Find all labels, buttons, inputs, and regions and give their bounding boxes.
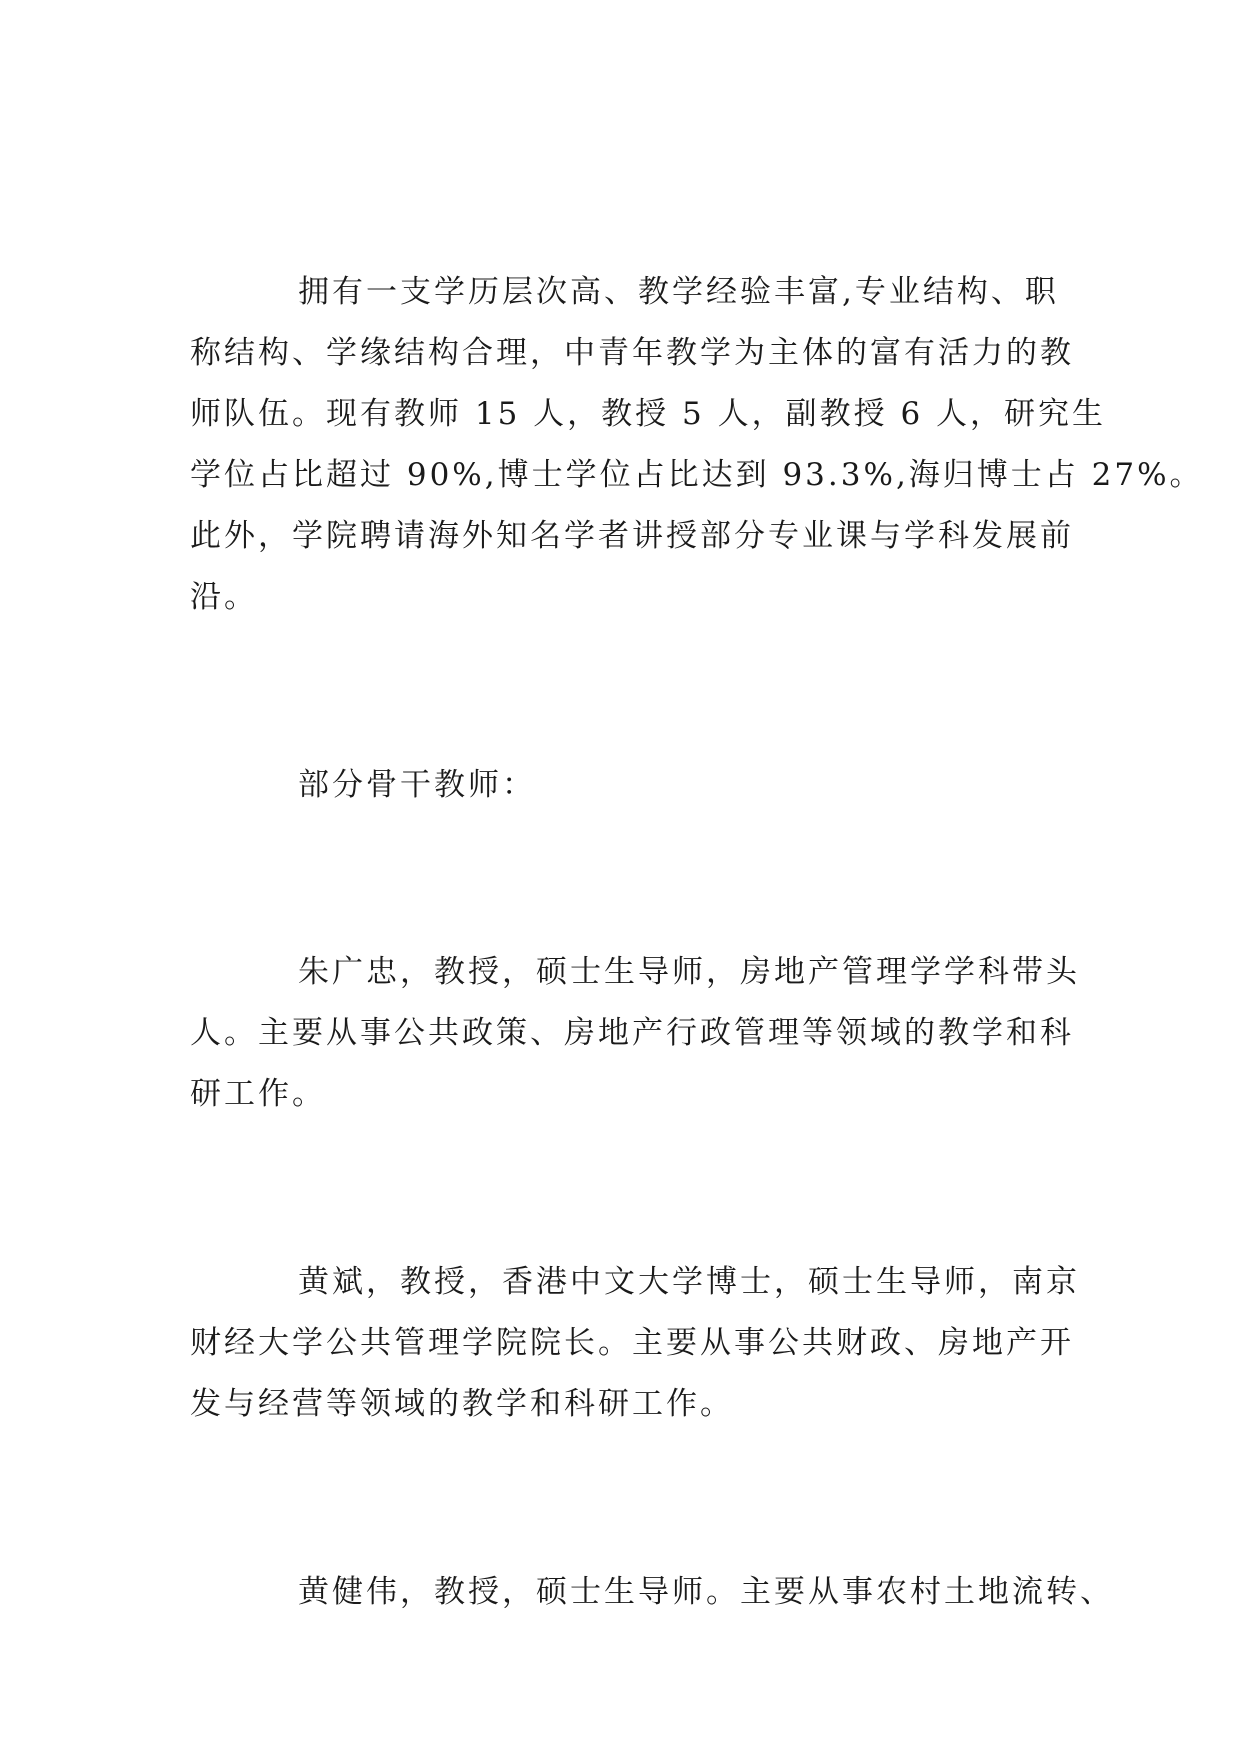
text-line: 师队伍。现有教师 15 人，教授 5 人，副教授 6 人，研究生 <box>190 396 1107 432</box>
paragraph-spacer <box>190 1435 1050 1562</box>
text-line: 发与经营等领域的教学和科研工作。 <box>190 1386 734 1422</box>
text-line: 朱广忠，教授，硕士生导师，房地产管理学学科带头 <box>298 954 1080 990</box>
text-line: 人。主要从事公共政策、房地产行政管理等领域的教学和科 <box>190 1015 1074 1051</box>
paragraph-spacer <box>190 1125 1050 1252</box>
text-line: 沿。 <box>190 579 258 615</box>
paragraph-spacer <box>190 816 1050 942</box>
text-line: 学位占比超过 90%,博士学位占比达到 93.3%,海归博士占 27%。 <box>190 457 1204 493</box>
text-line: 黄斌，教授，香港中文大学博士，硕士生导师，南京 <box>298 1264 1080 1300</box>
text-line: 此外，学院聘请海外知名学者讲授部分专业课与学科发展前 <box>190 518 1074 554</box>
text-line: 财经大学公共管理学院院长。主要从事公共财政、房地产开 <box>190 1325 1074 1361</box>
paragraph-spacer <box>190 628 1050 755</box>
text-line: 研工作。 <box>190 1076 326 1112</box>
document-body <box>190 262 1204 1623</box>
faculty-heading <box>190 755 1050 816</box>
text-line: 拥有一支学历层次高、教学经验丰富,专业结构、职 <box>298 274 1059 310</box>
faculty-paragraph <box>190 1252 1080 1435</box>
text-line: 黄健伟，教授，硕士生导师。主要从事农村土地流转、 <box>298 1574 1114 1610</box>
faculty-paragraph <box>190 942 1080 1125</box>
heading-text: 部分骨干教师： <box>298 767 536 803</box>
faculty-paragraph <box>190 1562 1114 1623</box>
intro-paragraph <box>190 262 1204 628</box>
text-line: 称结构、学缘结构合理，中青年教学为主体的富有活力的教 <box>190 335 1074 371</box>
